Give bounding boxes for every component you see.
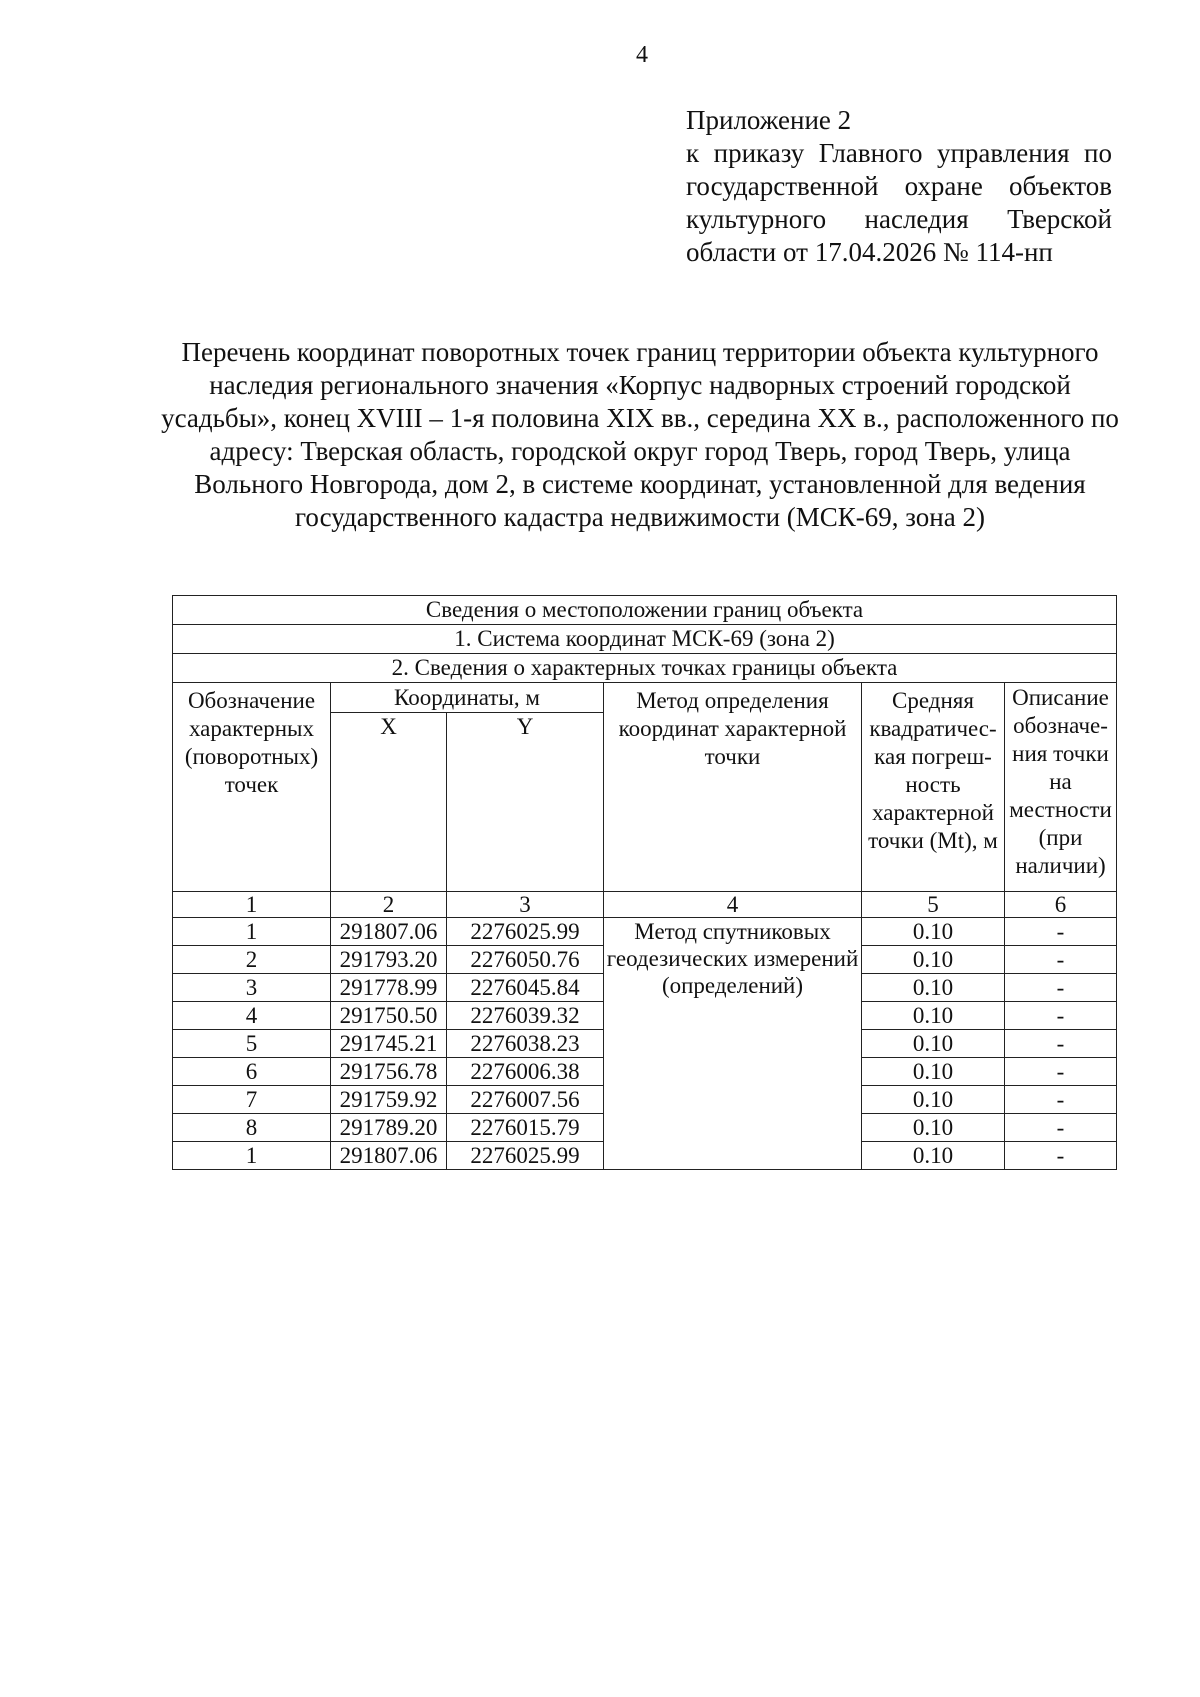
x-cell: 291750.50	[331, 1002, 447, 1030]
column-number: 2	[331, 892, 447, 918]
point-cell: 1	[173, 1142, 331, 1170]
coordinates-table	[172, 595, 1117, 1170]
x-cell: 291778.99	[331, 974, 447, 1002]
header-coordinates: Координаты, м	[331, 683, 604, 713]
document-title: Перечень координат поворотных точек границ территории объекта культурного наследия регионального значения «Корпус надворных строений городской усадьбы», конец XVIII – 1-я половина XIX вв., середина XX в., расположенного по адресу: Тверская область, городской округ город Тверь, город Тверь, улица Вольного Новгорода, дом 2, в системе координат, установленной для ведения государственного кадастра недвижимости (МСК-69, зона 2)	[161, 337, 1119, 532]
accuracy-cell: 0.10	[862, 946, 1005, 974]
header-method: Метод определения координат характерной точки	[604, 683, 862, 892]
page-number: 4	[636, 42, 648, 68]
column-number: 5	[862, 892, 1005, 918]
appendix-reference: к приказу Главного управления по государственной охране объектов культурного наследия Тверской области от 17.04.2026 № 114-нп	[686, 138, 1112, 267]
description-cell: -	[1005, 974, 1117, 1002]
description-cell: -	[1005, 1114, 1117, 1142]
table-section-title: Сведения о местоположении границ объекта	[173, 596, 1117, 625]
column-number: 3	[447, 892, 604, 918]
point-cell: 3	[173, 974, 331, 1002]
table-points-row: 2. Сведения о характерных точках границы объекта	[173, 654, 1117, 683]
point-cell: 7	[173, 1086, 331, 1114]
y-cell: 2276025.99	[447, 1142, 604, 1170]
accuracy-cell: 0.10	[862, 918, 1005, 946]
table-system-row: 1. Система координат МСК-69 (зона 2)	[173, 625, 1117, 654]
x-cell: 291789.20	[331, 1114, 447, 1142]
header-designation: Обозначение характерных (поворотных) точек	[173, 683, 331, 892]
description-cell: -	[1005, 1142, 1117, 1170]
y-cell: 2276015.79	[447, 1114, 604, 1142]
column-number: 6	[1005, 892, 1117, 918]
accuracy-cell: 0.10	[862, 1142, 1005, 1170]
table-row	[173, 918, 1117, 946]
accuracy-cell: 0.10	[862, 1114, 1005, 1142]
accuracy-cell: 0.10	[862, 1002, 1005, 1030]
appendix-title: Приложение 2	[686, 105, 852, 135]
x-cell: 291756.78	[331, 1058, 447, 1086]
header-description: Описание обозначе-ния точки на местности (при наличии)	[1005, 683, 1117, 892]
description-cell: -	[1005, 1030, 1117, 1058]
x-cell: 291745.21	[331, 1030, 447, 1058]
column-number-row	[173, 892, 1117, 918]
description-cell: -	[1005, 918, 1117, 946]
x-cell: 291759.92	[331, 1086, 447, 1114]
point-cell: 5	[173, 1030, 331, 1058]
x-cell: 291807.06	[331, 1142, 447, 1170]
y-cell: 2276006.38	[447, 1058, 604, 1086]
accuracy-cell: 0.10	[862, 1058, 1005, 1086]
y-cell: 2276038.23	[447, 1030, 604, 1058]
y-cell: 2276007.56	[447, 1086, 604, 1114]
appendix-block	[686, 104, 1112, 269]
method-cell: Метод спутниковых геодезических измерений (определений)	[604, 918, 862, 1170]
column-number: 1	[173, 892, 331, 918]
description-cell: -	[1005, 1002, 1117, 1030]
y-cell: 2276050.76	[447, 946, 604, 974]
accuracy-cell: 0.10	[862, 1030, 1005, 1058]
point-cell: 4	[173, 1002, 331, 1030]
description-cell: -	[1005, 946, 1117, 974]
point-cell: 1	[173, 918, 331, 946]
header-y: Y	[447, 713, 604, 892]
point-cell: 6	[173, 1058, 331, 1086]
accuracy-cell: 0.10	[862, 974, 1005, 1002]
x-cell: 291807.06	[331, 918, 447, 946]
description-cell: -	[1005, 1058, 1117, 1086]
point-cell: 8	[173, 1114, 331, 1142]
y-cell: 2276025.99	[447, 918, 604, 946]
header-accuracy: Средняя квадратичес-кая погреш-ность характерной точки (Mt), м	[862, 683, 1005, 892]
y-cell: 2276045.84	[447, 974, 604, 1002]
header-x: X	[331, 713, 447, 892]
accuracy-cell: 0.10	[862, 1086, 1005, 1114]
point-cell: 2	[173, 946, 331, 974]
x-cell: 291793.20	[331, 946, 447, 974]
description-cell: -	[1005, 1086, 1117, 1114]
column-number: 4	[604, 892, 862, 918]
y-cell: 2276039.32	[447, 1002, 604, 1030]
